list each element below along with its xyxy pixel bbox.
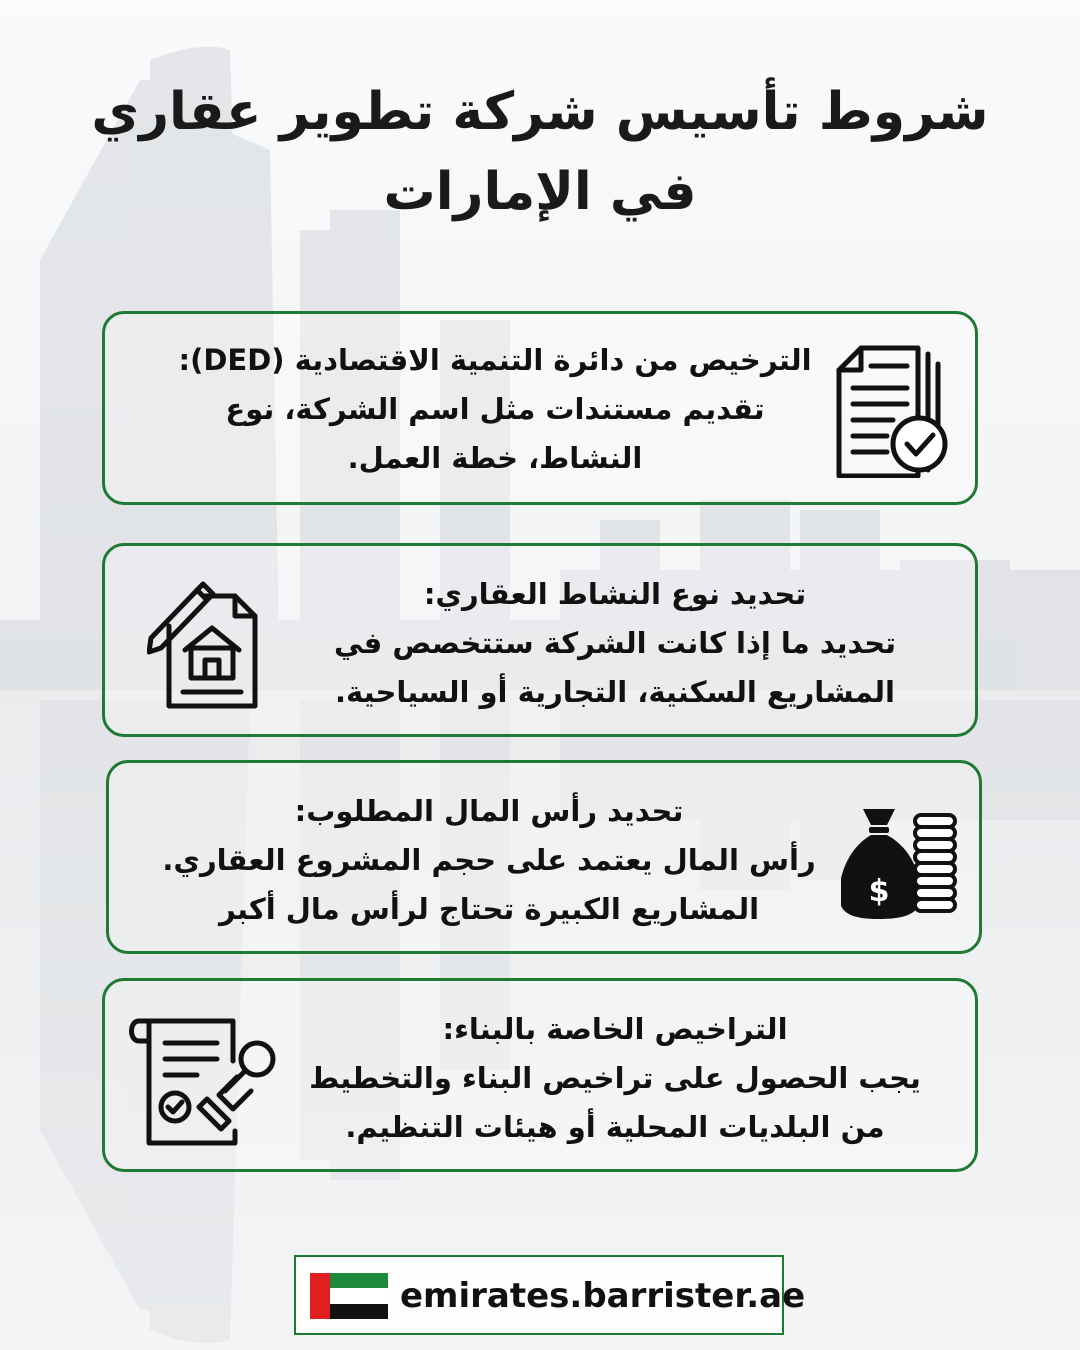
card-heading: تحديد نوع النشاط العقاري:: [423, 577, 807, 611]
license-stamp-icon: [125, 1015, 277, 1149]
card-text: [285, 1005, 945, 1152]
card-line: تحديد ما إذا كانت الشركة ستتخصص في: [333, 626, 897, 660]
title-line-2: في الإمارات: [383, 162, 697, 222]
website-link[interactable]: emirates.barrister.ae: [400, 1276, 806, 1316]
card-line: رأس المال يعتمد على حجم المشروع العقاري.: [162, 843, 816, 877]
requirement-card-activity-type: [102, 543, 978, 737]
requirement-card-capital: [106, 760, 982, 954]
card-text: [295, 570, 935, 717]
title-line-1: شروط تأسيس شركة تطوير عقاري: [91, 82, 989, 142]
card-line: النشاط، خطة العمل.: [347, 441, 643, 475]
money-bag-coins-icon: [841, 805, 961, 923]
card-line: من البلديات المحلية أو هيئات التنظيم.: [345, 1110, 885, 1144]
card-heading: التراخيص الخاصة بالبناء:: [442, 1012, 788, 1046]
card-line: المشاريع السكنية، التجارية أو السياحية.: [335, 675, 895, 709]
svg-text:$: $: [868, 874, 890, 909]
card-text: [135, 336, 855, 483]
uae-flag-icon: [310, 1273, 388, 1319]
house-document-pencil-icon: [147, 576, 263, 712]
requirement-card-building-permits: [102, 978, 978, 1172]
card-heading: الترخيص من دائرة التنمية الاقتصادية (DED):: [178, 343, 812, 377]
card-heading: تحديد رأس المال المطلوب:: [294, 794, 684, 828]
website-footer: [294, 1255, 806, 1335]
page-title: [80, 72, 1000, 232]
card-line: المشاريع الكبيرة تحتاج لرأس مال أكبر: [218, 892, 760, 926]
requirement-card-ded-license: [102, 311, 978, 505]
card-text: [129, 787, 849, 934]
card-line: يجب الحصول على تراخيص البناء والتخطيط: [309, 1061, 921, 1095]
document-check-icon: [833, 344, 957, 478]
card-line: تقديم مستندات مثل اسم الشركة، نوع: [225, 392, 765, 426]
